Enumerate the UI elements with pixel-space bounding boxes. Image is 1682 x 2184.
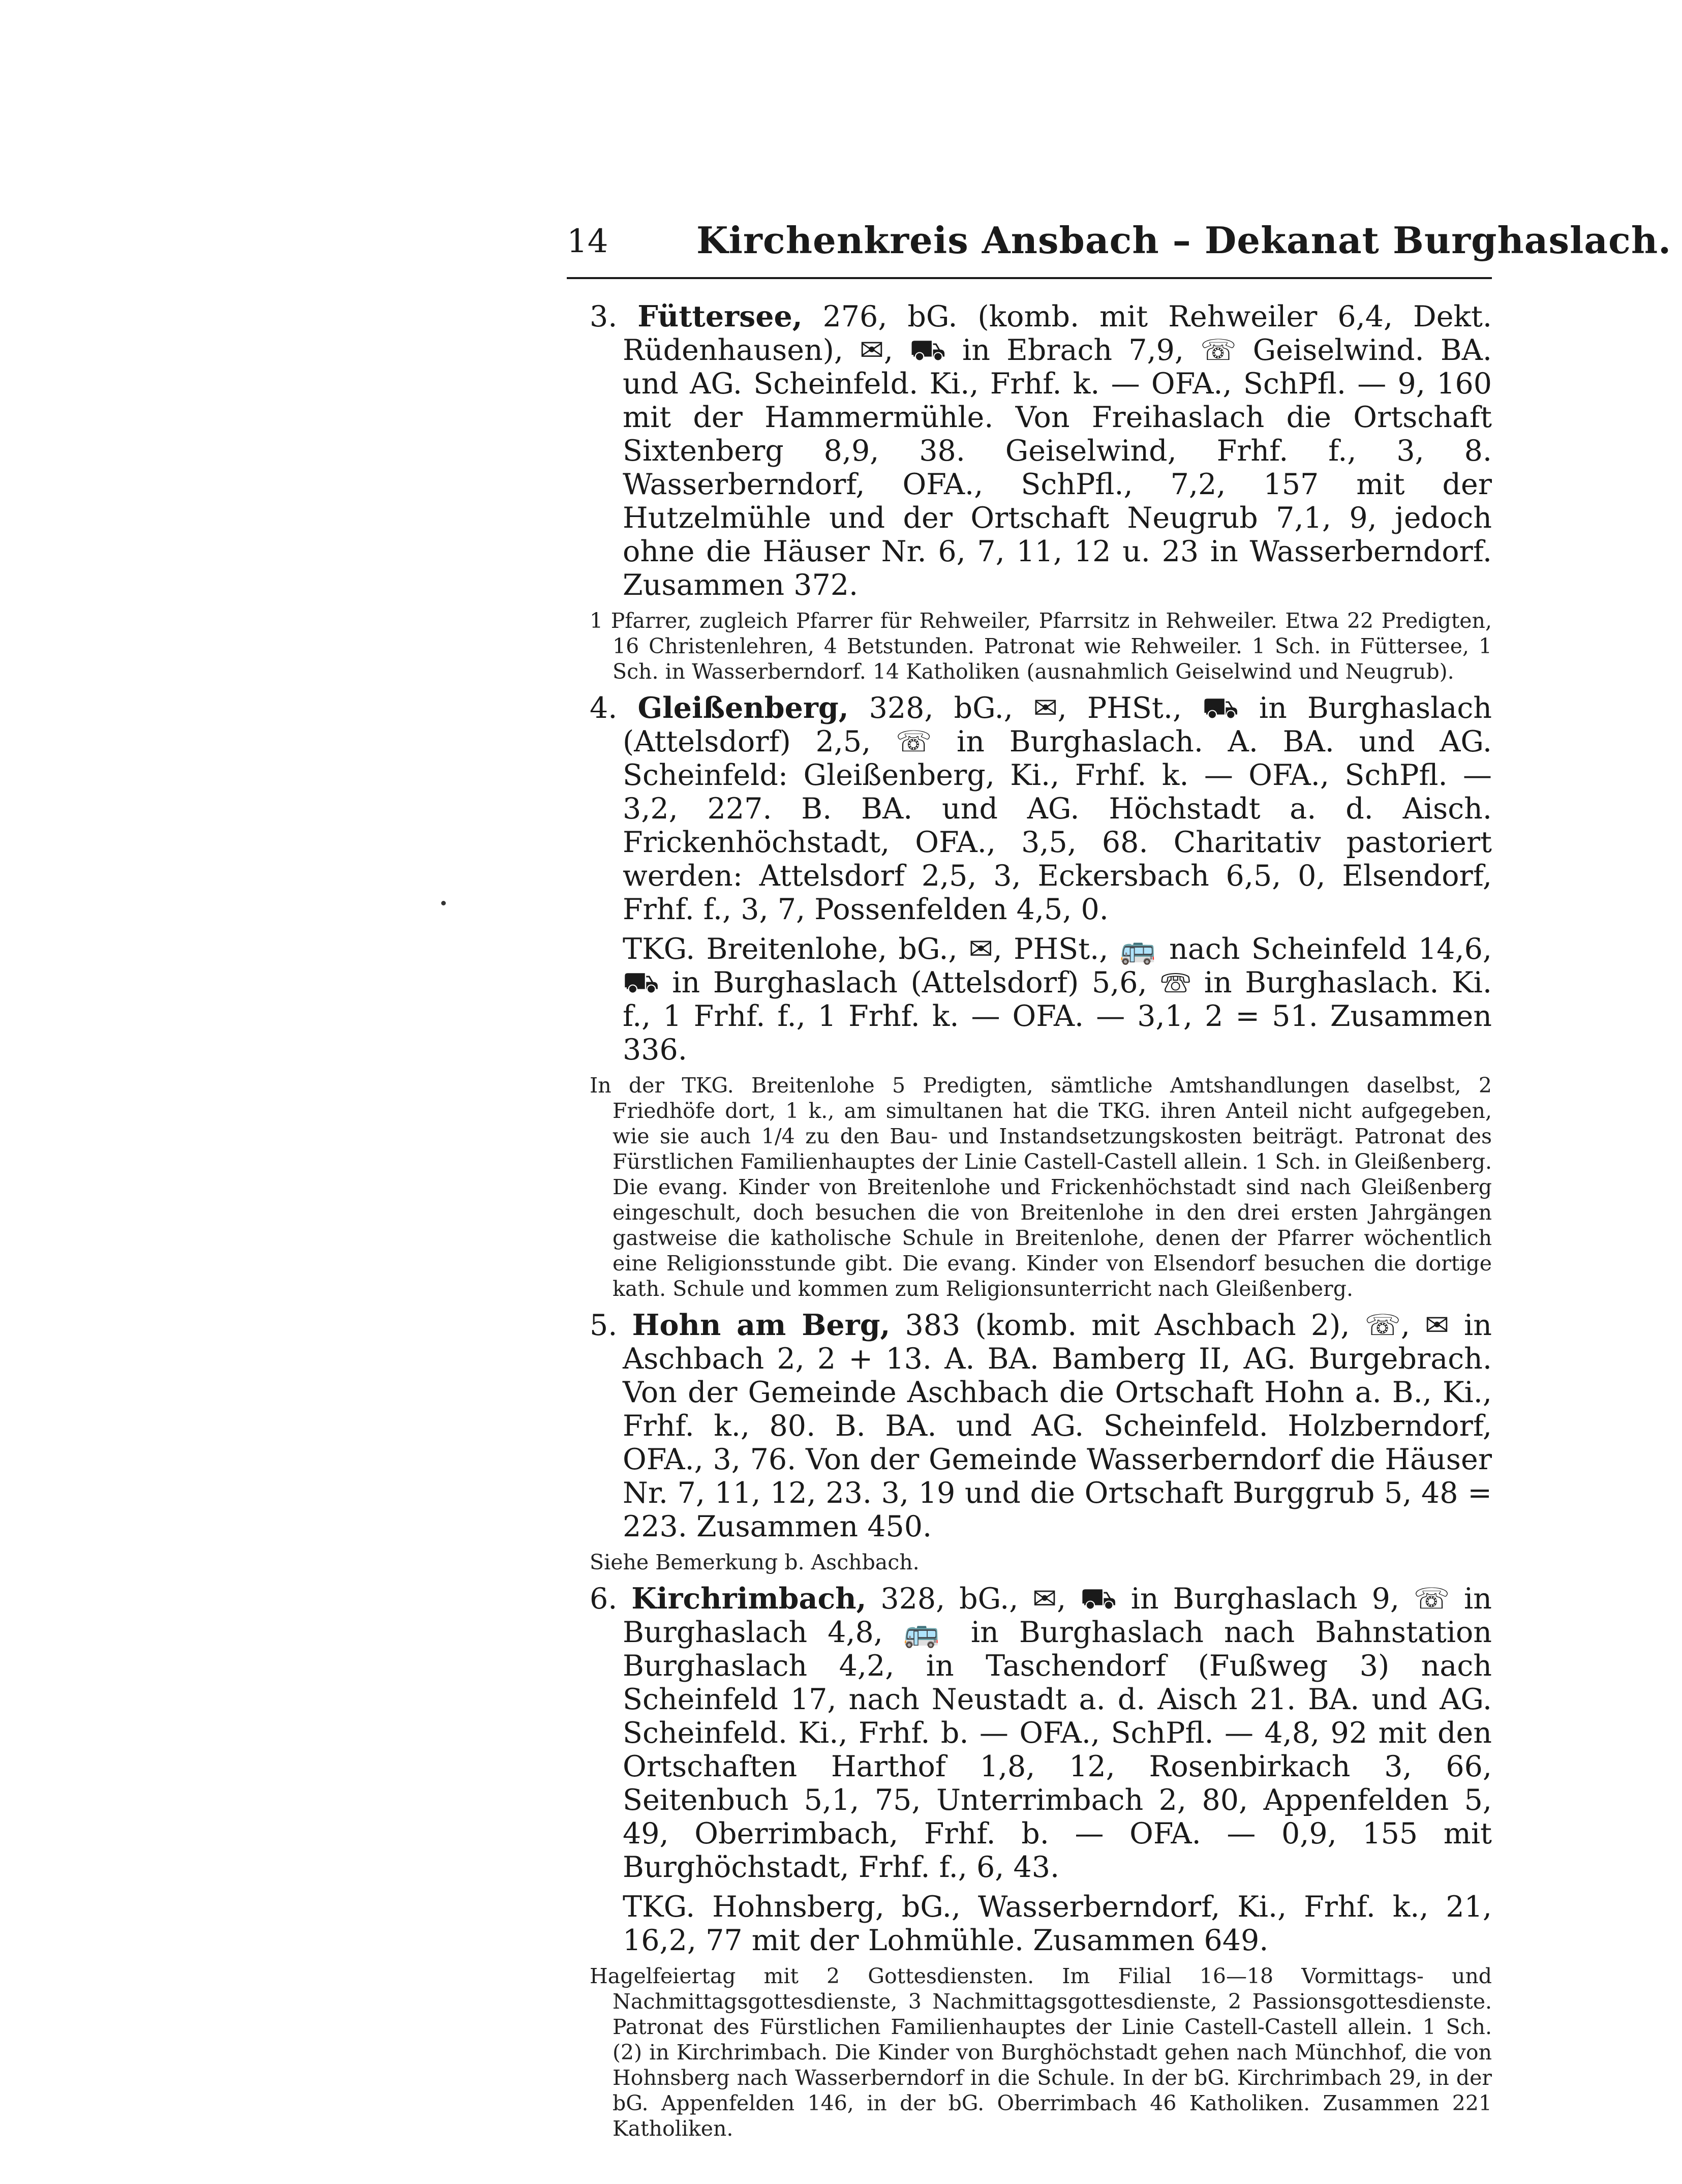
running-title: Kirchenkreis Ansbach – Dekanat Burghaslach. bbox=[696, 219, 1672, 262]
footnote-kirchrimbach: Hagelfeiertag mit 2 Gottesdiensten. Im Filial 16—18 Vormittags- und Nachmittagsgottesdienste, 3 Nachmittagsgottesdienste, 2 Passionsgottesdienste. Patronat des Fürstlichen Familienhauptes der Linie Castell-Castell allein. 1 Sch. (2) in Kirchrimbach. Die Kinder von Burghöchstadt gehen nach Münchhof, die von Hohnsberg nach Wasserberndorf in die Schule. In der bG. Kirchrimbach 29, in der bG. Appenfelden 146, in der bG. Oberrimbach 46 Katholiken. Zusammen 221 Katholiken. bbox=[590, 1964, 1492, 2141]
footnote-gleissenberg: In der TKG. Breitenlohe 5 Predigten, sämtliche Amtshandlungen daselbst, 2 Friedhöfe dort, 1 k., am simultanen hat die TKG. ihren Anteil nicht aufgegeben, wie sie auch 1/4 zu den Bau- und Instandsetzungskosten beiträgt. Patronat des Fürstlichen Familienhauptes der Linie Castell-Castell allein. 1 Sch. in Gleißenberg. Die evang. Kinder von Breitenlohe und Frickenhöchstadt sind nach Gleißenberg eingeschult, doch besuchen die von Breitenlohe in den drei ersten Jahrgängen gastweise die katholische Schule in Breitenlohe, denen der Pfarrer wöchentlich eine Religionsstunde gibt. Die evang. Kinder von Elsendorf besuchen die dortige kath. Schule und kommen zum Religionsunterricht nach Gleißenberg. bbox=[590, 1073, 1492, 1301]
entry-fuettersee bbox=[590, 300, 1492, 602]
footnote-fuettersee: 1 Pfarrer, zugleich Pfarrer für Rehweiler, Pfarrsitz in Rehweiler. Etwa 22 Predigten, 16 Christenlehren, 4 Betstunden. Patronat wie Rehweiler. 1 Sch. in Füttersee, 1 Sch. in Wasserberndorf. 14 Katholiken (ausnahmlich Geiselwind und Neugrub). bbox=[590, 609, 1492, 684]
entry-name: Hohn am Berg, bbox=[632, 1308, 891, 1342]
subentry-breitenlohe: TKG. Breitenlohe, bG., ✉, PHSt., 🚌 nach Scheinfeld 14,6, ⛟ in Burghaslach (Attelsdorf) 5,6, ☏ in Burghaslach. Ki. f., 1 Frhf. f., 1 Frhf. k. — OFA. — 3,1, 2 = 51. Zusammen 336. bbox=[623, 932, 1492, 1067]
entry-name: Kirchrimbach, bbox=[631, 1582, 867, 1616]
page-header bbox=[567, 216, 1672, 272]
entry-text: 328, bG., ✉, PHSt., ⛟ in Burghaslach (Attelsdorf) 2,5, ☏ in Burghaslach. A. BA. und AG. Scheinfeld: Gleißenberg, Ki., Frhf. k. — OFA., SchPfl. — 3,2, 227. B. BA. und AG. Höchstadt a. d. Aisch. Frickenhöchstadt, OFA., 3,5, 68. Charitativ pastoriert werden: Attelsdorf 2,5, 3, Eckersbach 6,5, 0, Elsendorf, Frhf. f., 3, 7, Possenfelden 4,5, 0. bbox=[623, 691, 1492, 926]
entry-name: Gleißenberg, bbox=[637, 691, 849, 725]
header-rule bbox=[567, 277, 1492, 279]
entry-name: Füttersee, bbox=[637, 299, 803, 333]
entry-gleissenberg bbox=[590, 691, 1492, 926]
page-number: 14 bbox=[567, 223, 608, 260]
entry-kirchrimbach bbox=[590, 1582, 1492, 1884]
entry-text: 328, bG., ✉, ⛟ in Burghaslach 9, ☏ in Burghaslach 4,8, 🚌 in Burghaslach nach Bahnstation Burghaslach 4,2, in Taschendorf (Fußweg 3) nach Scheinfeld 17, nach Neustadt a. d. Aisch 21. BA. und AG. Scheinfeld. Ki., Frhf. b. — OFA., SchPfl. — 4,8, 92 mit den Ortschaften Harthof 1,8, 12, Rosenbirkach 3, 66, Seitenbuch 5,1, 75, Unterrimbach 2, 80, Appenfelden 5, 49, Oberrimbach, Frhf. b. — OFA. — 0,9, 155 mit Burghöchstadt, Frhf. f., 6, 43. bbox=[623, 1582, 1492, 1884]
entry-text: 383 (komb. mit Aschbach 2), ☏, ✉ in Aschbach 2, 2 + 13. A. BA. Bamberg II, AG. Burgebrach. Von der Gemeinde Aschbach die Ortschaft Hohn a. B., Ki., Frhf. k., 80. B. BA. und AG. Scheinfeld. Holzberndorf, OFA., 3, 76. Von der Gemeinde Wasserberndorf die Häuser Nr. 7, 11, 12, 23. 3, 19 und die Ortschaft Burggrub 5, 48 = 223. Zusammen 450. bbox=[623, 1309, 1492, 1543]
entry-number: 4. bbox=[590, 691, 618, 725]
scan-speck bbox=[441, 901, 446, 905]
entry-number: 6. bbox=[590, 1582, 618, 1616]
entry-number: 5. bbox=[590, 1309, 618, 1342]
entry-number: 3. bbox=[590, 300, 618, 333]
entry-text: 276, bG. (komb. mit Rehweiler 6,4, Dekt. Rüdenhausen), ✉, ⛟ in Ebrach 7,9, ☏ Geiselwind. BA. und AG. Scheinfeld. Ki., Frhf. k. — OFA., SchPfl. — 9, 160 mit der Hammermühle. Von Freihaslach die Ortschaft Sixtenberg 8,9, 38. Geiselwind, Frhf. f., 3, 8. Wasserberndorf, OFA., SchPfl., 7,2, 157 mit der Hutzelmühle und der Ortschaft Neugrub 7,1, 9, jedoch ohne die Häuser Nr. 6, 7, 11, 12 u. 23 in Wasserberndorf. Zusammen 372. bbox=[623, 300, 1492, 602]
entry-hohn-am-berg bbox=[590, 1309, 1492, 1543]
footnote-hohn-am-berg: Siehe Bemerkung b. Aschbach. bbox=[590, 1550, 920, 1574]
page-body bbox=[590, 300, 1492, 2148]
subentry-hohnsberg: TKG. Hohnsberg, bG., Wasserberndorf, Ki., Frhf. k., 21, 16,2, 77 mit der Lohmühle. Zusammen 649. bbox=[623, 1890, 1492, 1957]
